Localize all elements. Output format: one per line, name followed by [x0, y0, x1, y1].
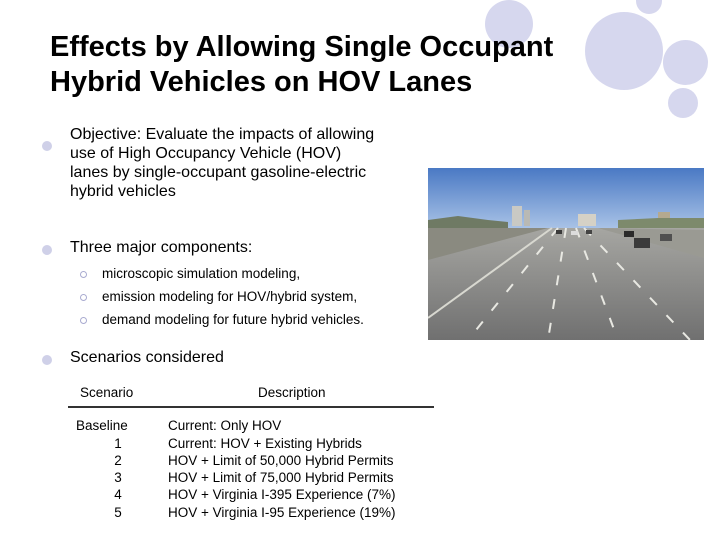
highway-scene-illustration: [428, 168, 704, 340]
sub-bullet-icon: [80, 271, 87, 278]
scenario-cell: Baseline: [76, 418, 128, 434]
table-row: [68, 452, 434, 469]
component-item: microscopic simulation modeling,: [102, 266, 301, 281]
description-cell: HOV + Virginia I-395 Experience (7%): [168, 487, 396, 503]
bullet-icon: [42, 141, 52, 151]
scenarios-heading: Scenarios considered: [70, 349, 224, 366]
description-cell: Current: HOV + Existing Hybrids: [168, 435, 362, 451]
description-cell: HOV + Limit of 50,000 Hybrid Permits: [168, 452, 394, 468]
table-header-row: [68, 384, 434, 407]
header-scenario: Scenario: [68, 384, 168, 407]
objective-line: use of High Occupancy Vehicle (HOV): [70, 144, 342, 162]
title-line-2: Hybrid Vehicles on HOV Lanes: [50, 66, 473, 99]
description-cell: HOV + Limit of 75,000 Hybrid Permits: [168, 470, 394, 486]
decor-circle: [668, 88, 698, 118]
table-row: [68, 435, 434, 452]
table-row: [68, 469, 434, 486]
bullet-icon: [42, 355, 52, 365]
scenario-cell: 4: [114, 487, 122, 503]
sub-bullet-icon: [80, 317, 87, 324]
decor-circle: [636, 0, 662, 14]
scenario-cell: 1: [114, 435, 122, 451]
highway-photo: [428, 168, 704, 340]
decor-circle: [663, 40, 708, 85]
table-row: [68, 486, 434, 503]
scenario-cell: 2: [114, 452, 122, 468]
bullet-icon: [42, 245, 52, 255]
objective-line: hybrid vehicles: [70, 182, 176, 200]
component-item: demand modeling for future hybrid vehicles.: [102, 312, 364, 327]
slide-title: [50, 30, 650, 101]
objective-line: lanes by single-occupant gasoline-electric: [70, 163, 367, 181]
title-line-1: Effects by Allowing Single Occupant: [50, 31, 554, 63]
objective-text: [70, 126, 374, 202]
description-cell: HOV + Virginia I-95 Experience (19%): [168, 504, 396, 520]
table-row: [68, 504, 434, 521]
sub-bullet-icon: [80, 294, 87, 301]
table-row: [68, 407, 434, 434]
scenarios-table: [68, 384, 434, 521]
description-cell: Current: Only HOV: [168, 418, 282, 434]
scenario-cell: 3: [114, 470, 122, 486]
component-item: emission modeling for HOV/hybrid system,: [102, 289, 358, 304]
objective-line: Objective: Evaluate the impacts of allowing: [70, 126, 375, 143]
header-description: Description: [168, 384, 434, 407]
components-heading: Three major components:: [70, 239, 253, 256]
scenario-cell: 5: [114, 504, 122, 520]
